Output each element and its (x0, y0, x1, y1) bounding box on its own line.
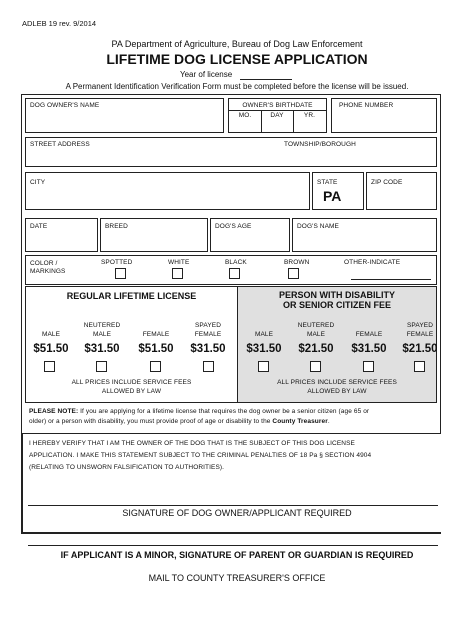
fee-type-label: MALE (41, 331, 61, 338)
dog-age-field[interactable] (210, 218, 290, 252)
disability-fee-title: PERSON WITH DISABILITY (278, 290, 395, 300)
owner-signature-line[interactable] (28, 505, 438, 506)
fee-type-label: SPAYED (406, 322, 433, 329)
birthdate-divider (229, 110, 326, 111)
fee-type-label: NEUTERED (297, 322, 335, 329)
fee-price: $31.50 (190, 343, 226, 355)
department-name: PA Department of Agriculture, Bureau of Dog Law Enforcement (111, 39, 363, 49)
fee-type-label: FEMALE (194, 331, 222, 338)
zip-label: ZIP CODE (371, 179, 403, 186)
other-color-input-line[interactable] (351, 279, 431, 280)
dog-name-field[interactable] (292, 218, 437, 252)
birthdate-label: OWNER'S BIRTHDATE (242, 102, 313, 109)
fee-type-label: MALE (254, 331, 274, 338)
verification-line: APPLICATION. I MAKE THIS STATEMENT SUBJECT TO THE CRIMINAL PENALTIES OF 18 Pa § SECTION 4904 (29, 452, 372, 459)
spotted-checkbox[interactable] (115, 268, 126, 279)
year-input-line[interactable] (240, 79, 292, 80)
verification-line: (RELATING TO UNSWORN FALSIFICATION TO AUTHORITIES). (29, 464, 225, 471)
fee-note: ALLOWED BY LAW (101, 388, 162, 395)
street-address-field[interactable] (25, 137, 437, 167)
please-note-period: . (327, 418, 330, 425)
fee-note: ALL PRICES INCLUDE SERVICE FEES (277, 379, 397, 386)
date-field[interactable] (25, 218, 98, 252)
fee-type-label: MALE (306, 331, 326, 338)
county-treasurer: County Treasurer (272, 418, 328, 425)
markings-label: MARKINGS (30, 268, 66, 275)
color-label: COLOR / (30, 260, 58, 267)
guardian-signature-label: IF APPLICANT IS A MINOR, SIGNATURE OF PARENT OR GUARDIAN IS REQUIRED (60, 550, 414, 560)
street-label: STREET ADDRESS (30, 141, 90, 148)
birth-year-label: YR. (303, 112, 316, 119)
color-option-label: SPOTTED (101, 259, 133, 266)
regular-female-checkbox[interactable] (150, 361, 161, 372)
please-note-label: PLEASE NOTE: (29, 408, 79, 415)
color-option-label: BLACK (225, 259, 247, 266)
fee-type-label: FEMALE (406, 331, 434, 338)
please-note-text: If you are applying for a lifetime license that requires the dog owner be a senior citizen (age 65 or (78, 408, 370, 415)
phone-label: PHONE NUMBER (339, 102, 394, 109)
fee-price: $51.50 (138, 343, 174, 355)
zip-code-field[interactable] (366, 172, 437, 210)
regular-neutered-male-checkbox[interactable] (96, 361, 107, 372)
birth-month-label: MO. (238, 112, 252, 119)
state-value: PA (323, 188, 342, 204)
regular-spayed-female-checkbox[interactable] (203, 361, 214, 372)
owner-birthdate-field[interactable] (228, 98, 327, 133)
dog-age-label: DOG'S AGE (215, 223, 252, 230)
guardian-signature-line[interactable] (28, 545, 438, 546)
disability-fee-title: OR SENIOR CITIZEN FEE (282, 300, 391, 310)
verification-statement (29, 438, 449, 474)
birth-day-label: DAY (270, 112, 284, 119)
owner-name-field[interactable] (25, 98, 224, 133)
fee-price: $31.50 (84, 343, 120, 355)
please-note-text: older) or a person with disability, you must provide proof of age or disability to the (29, 418, 273, 425)
fee-price: $51.50 (33, 343, 69, 355)
please-note (29, 407, 439, 427)
disability-female-checkbox[interactable] (363, 361, 374, 372)
brown-checkbox[interactable] (288, 268, 299, 279)
owner-signature-label: SIGNATURE OF DOG OWNER/APPLICANT REQUIRED (122, 508, 352, 518)
regular-male-checkbox[interactable] (44, 361, 55, 372)
breed-field[interactable] (100, 218, 208, 252)
disability-male-checkbox[interactable] (258, 361, 269, 372)
color-option-label: BROWN (284, 259, 310, 266)
township-label: TOWNSHIP/BOROUGH (284, 141, 356, 148)
black-checkbox[interactable] (229, 268, 240, 279)
owner-name-label: DOG OWNER'S NAME (30, 102, 100, 109)
page-title: LIFETIME DOG LICENSE APPLICATION (106, 51, 368, 67)
city-label: CITY (30, 179, 46, 186)
verification-line: I HEREBY VERIFY THAT I AM THE OWNER OF THE DOG THAT IS THE SUBJECT OF THIS DOG LICENSE (29, 440, 355, 447)
phone-field[interactable] (331, 98, 437, 133)
fee-type-label: NEUTERED (83, 322, 121, 329)
white-checkbox[interactable] (172, 268, 183, 279)
fee-type-label: SPAYED (194, 322, 221, 329)
section-divider (21, 532, 441, 534)
fee-note: ALL PRICES INCLUDE SERVICE FEES (71, 379, 192, 386)
fee-type-label: FEMALE (355, 331, 383, 338)
state-field[interactable] (312, 172, 364, 210)
fee-price: $21.50 (402, 343, 438, 355)
regular-license-title: REGULAR LIFETIME LICENSE (66, 291, 197, 301)
fee-type-label: MALE (92, 331, 112, 338)
disability-spayed-female-checkbox[interactable] (414, 361, 425, 372)
breed-label: BREED (105, 223, 128, 230)
color-option-label: WHITE (168, 259, 190, 266)
city-field[interactable] (25, 172, 310, 210)
fee-type-label: FEMALE (142, 331, 170, 338)
fee-price: $31.50 (246, 343, 282, 355)
year-label: Year of license (180, 70, 233, 79)
state-label: STATE (317, 179, 338, 186)
color-option-label: OTHER-INDICATE (344, 259, 401, 266)
fee-price: $21.50 (298, 343, 334, 355)
dog-name-label: DOG'S NAME (297, 223, 339, 230)
color-markings-row (25, 255, 437, 285)
fee-price: $31.50 (351, 343, 387, 355)
form-code: ADLEB 19 rev. 9/2014 (22, 19, 97, 28)
date-label: DATE (30, 223, 48, 230)
fee-note: ALLOWED BY LAW (307, 388, 367, 395)
verification-notice: A Permanent Identification Verification Form must be completed before the license will be issued. (65, 82, 409, 91)
mail-to-instruction: MAIL TO COUNTY TREASURER'S OFFICE (148, 573, 326, 583)
disability-neutered-male-checkbox[interactable] (310, 361, 321, 372)
